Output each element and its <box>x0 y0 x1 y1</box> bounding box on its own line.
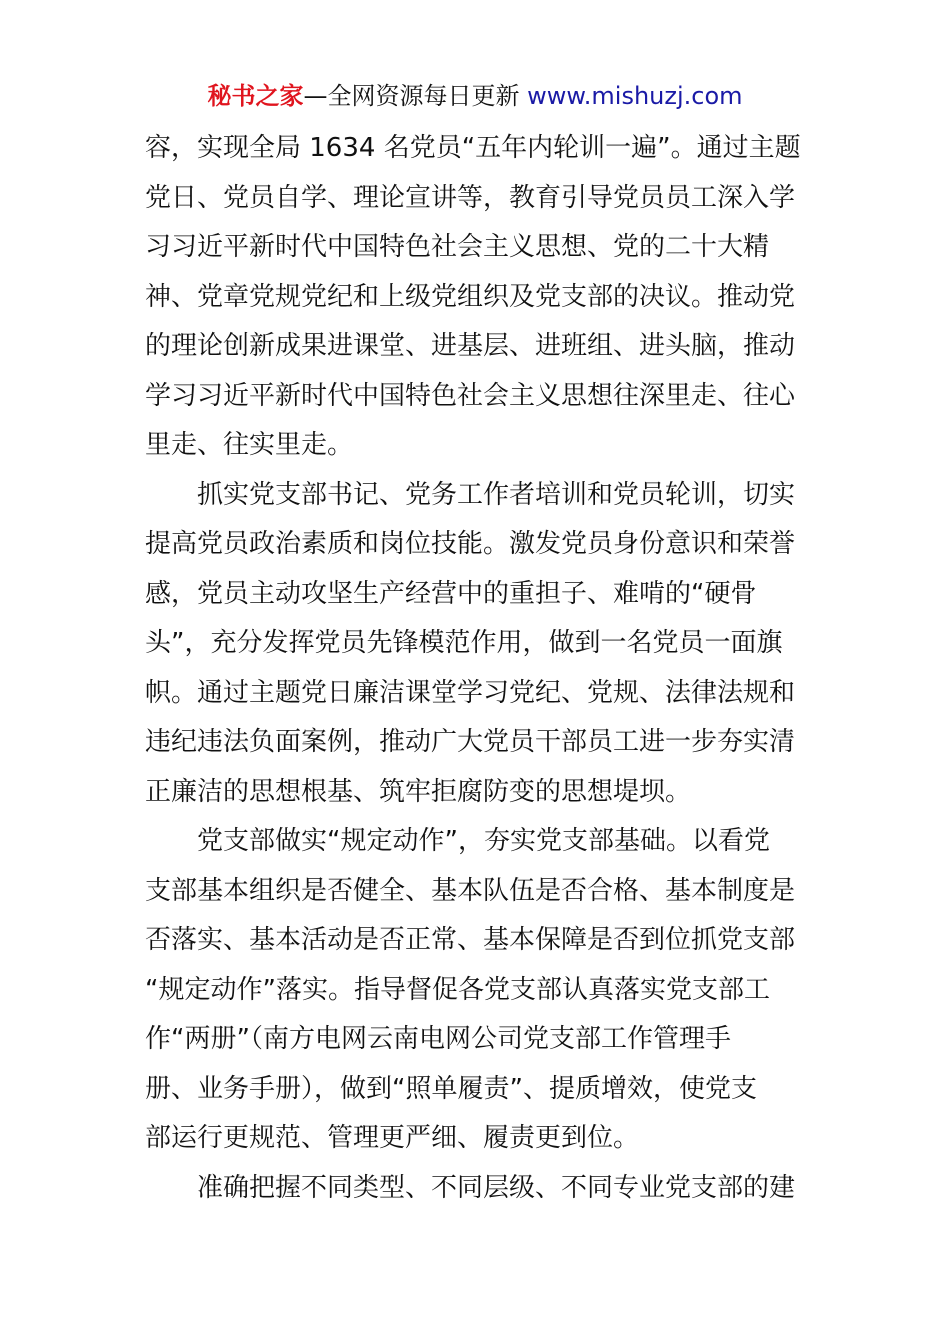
site-url-link[interactable]: www.mishuzj.com <box>527 82 743 110</box>
site-tagline: —全网资源每日更新 <box>303 82 520 110</box>
text-line: 党日、党员自学、理论宣讲等，教育引导党员员工深入学 <box>145 182 796 213</box>
text-line: 神、党章党规党纪和上级党组织及党支部的决议。推动党 <box>145 281 796 312</box>
text-line: 违纪违法负面案例，推动广大党员干部员工进一步夯实清 <box>145 727 796 757</box>
text-line: 习习近平新时代中国特色社会主义思想、党的二十大精 <box>145 232 770 262</box>
site-header <box>0 80 950 112</box>
text-line: 册、业务手册），做到“照单履责”、提质增效，使党支 <box>145 1073 757 1104</box>
text-line: 头”，充分发挥党员先锋模范作用，做到一名党员一面旗 <box>145 628 783 658</box>
text-line: “规定动作”落实。指导督促各党支部认真落实党支部工 <box>145 974 770 1005</box>
text-line: 容，实现全局 1634 名党员“五年内轮训一遍”。通过主题 <box>145 133 801 163</box>
text-line: 部运行更规范、管理更严细、履责更到位。 <box>145 1123 640 1153</box>
text-line: 的理论创新成果进课堂、进基层、进班组、进头脑，推动 <box>145 331 796 361</box>
text-line: 准确把握不同类型、不同层级、不同专业党支部的建 <box>145 1172 796 1203</box>
site-brand: 秘书之家 <box>207 82 304 110</box>
text-line: 学习习近平新时代中国特色社会主义思想往深里走、往心 <box>145 380 796 411</box>
text-line: 感，党员主动攻坚生产经营中的重担子、难啃的“硬骨 <box>145 578 757 609</box>
text-line: 提高党员政治素质和岗位技能。激发党员身份意识和荣誉 <box>145 529 796 559</box>
text-line: 作“两册”（南方电网云南电网公司党支部工作管理手 <box>145 1024 731 1054</box>
text-line: 支部基本组织是否健全、基本队伍是否合格、基本制度是 <box>145 875 796 906</box>
text-line: 正廉洁的思想根基、筑牢拒腐防变的思想堤坝。 <box>145 776 692 807</box>
document-body <box>145 124 815 1213</box>
text-line: 帜。通过主题党日廉洁课堂学习党纪、党规、法律法规和 <box>145 677 796 708</box>
text-line: 否落实、基本活动是否正常、基本保障是否到位抓党支部 <box>145 925 796 955</box>
text-line: 抓实党支部书记、党务工作者培训和党员轮训，切实 <box>145 479 796 510</box>
text-line: 党支部做实“规定动作”，夯实党支部基础。以看党 <box>145 826 770 856</box>
text-line: 里走、往实里走。 <box>145 430 354 460</box>
